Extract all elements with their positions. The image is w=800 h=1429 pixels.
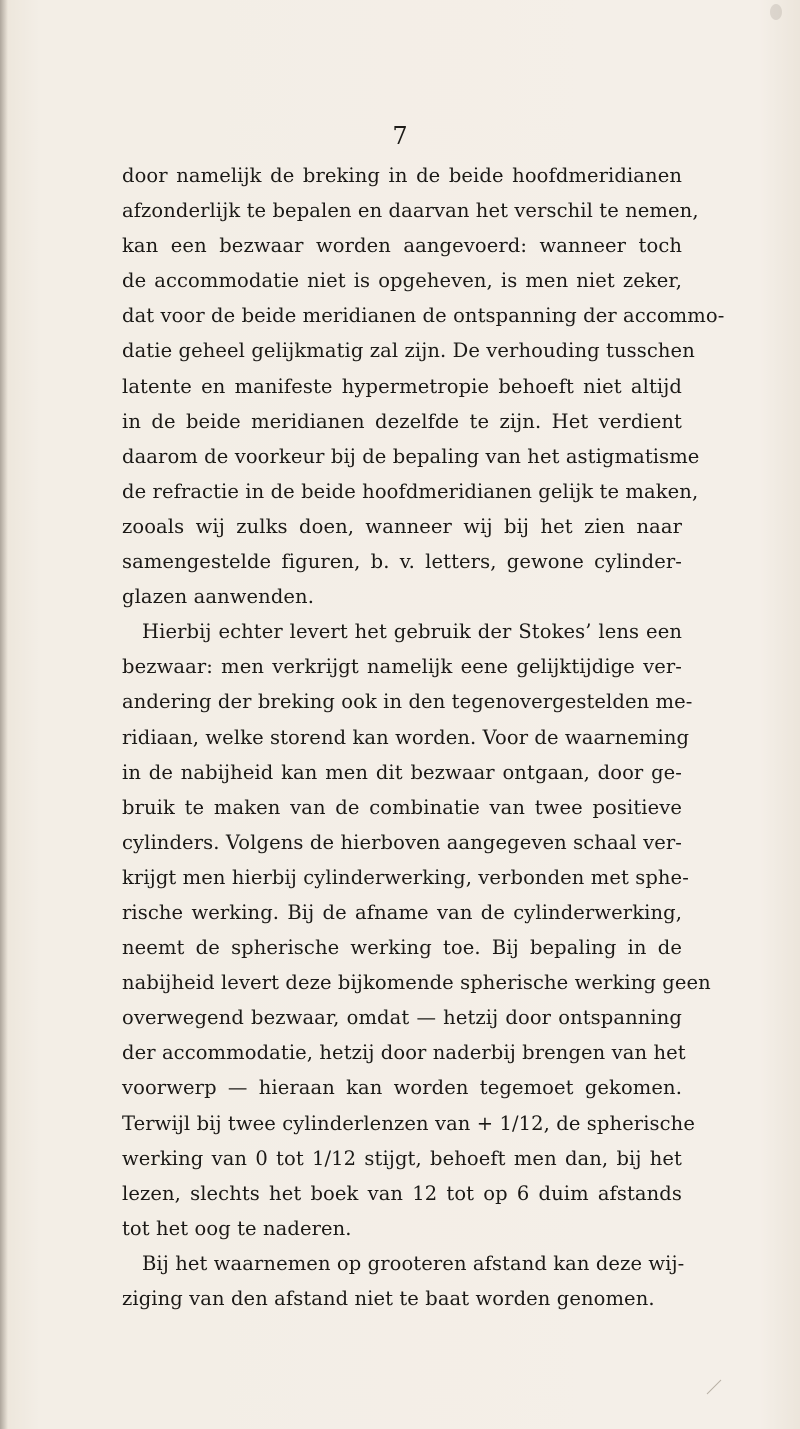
- text-line-1: door namelijk de breking in de beide hoofdmeridianen: [122, 164, 682, 187]
- text-line-7: latente en manifeste hypermetropie behoeft niet altijd: [122, 374, 682, 398]
- text-line-31: tot het oog te naderen.: [122, 1216, 352, 1240]
- text-line-15: bezwaar: men verkrijgt namelijk eene gelijktijdige ver-: [122, 655, 682, 679]
- text-line-28: Terwijl bij twee cylinderlenzen van + 1/12, de spherische: [122, 1111, 695, 1135]
- text-line-8: in de beide meridianen dezelfde te zijn. Het verdient: [122, 409, 682, 433]
- text-line-6: datie geheel gelijkmatig zal zijn. De verhouding tusschen: [122, 339, 695, 363]
- text-line-22: rische werking. Bij de afname van de cylinderwerking,: [122, 900, 682, 924]
- text-line-18: in de nabijheid kan men dit bezwaar ontgaan, door ge-: [122, 760, 682, 784]
- pencil-mark-icon: [705, 1378, 723, 1396]
- text-line-16: andering der breking ook in den tegenovergestelden me-: [122, 690, 693, 714]
- binding-shadow: [0, 0, 8, 1429]
- text-line-9: daarom de voorkeur bij de bepaling van het astigmatisme: [122, 444, 700, 468]
- text-line-23: neemt de spherische werking toe. Bij bepaling in de: [122, 936, 682, 960]
- text-line-21: krijgt men hierbij cylinderwerking, verbonden met sphe-: [122, 865, 689, 889]
- text-line-17: ridiaan, welke storend kan worden. Voor de waarneming: [122, 725, 690, 749]
- text-line-32: Bij het waarnemen op grooteren afstand kan deze wij-: [142, 1251, 685, 1275]
- text-line-24: nabijheid levert deze bijkomende spherische werking geen: [122, 971, 711, 995]
- text-line-20: cylinders. Volgens de hierboven aangegeven schaal ver-: [122, 830, 682, 854]
- body-text: [122, 158, 725, 1316]
- text-line-29: werking van 0 tot 1/12 stijgt, behoeft men dan, bij het: [122, 1146, 682, 1170]
- text-line-25: overwegend bezwaar, omdat — hetzij door ontspanning: [122, 1006, 682, 1030]
- text-line-19: bruik te maken van de combinatie van twee positieve: [122, 795, 682, 819]
- text-line-3: kan een bezwaar worden aangevoerd: wanneer toch: [122, 234, 682, 258]
- paper-smudge: [770, 4, 782, 20]
- text-line-11: zooals wij zulks doen, wanneer wij bij het zien naar: [122, 514, 682, 538]
- text-line-10: de refractie in de beide hoofdmeridianen gelijk te maken,: [122, 479, 699, 503]
- text-line-5: dat voor de beide meridianen de ontspanning der accommo-: [122, 304, 725, 328]
- page-number: 7: [392, 122, 408, 150]
- text-line-12: samengestelde figuren, b. v. letters, gewone cylinder-: [122, 550, 682, 574]
- text-line-33: ziging van den afstand niet te baat worden genomen.: [122, 1287, 655, 1310]
- text-line-2: afzonderlijk te bepalen en daarvan het verschil te nemen,: [122, 199, 699, 223]
- text-line-27: voorwerp — hieraan kan worden tegemoet gekomen.: [122, 1076, 682, 1100]
- text-line-14: Hierbij echter levert het gebruik der Stokes’ lens een: [142, 620, 682, 644]
- text-line-30: lezen, slechts het boek van 12 tot op 6 duim afstands: [122, 1181, 682, 1205]
- text-line-4: de accommodatie niet is opgeheven, is men niet zeker,: [122, 269, 682, 293]
- text-line-13: glazen aanwenden.: [122, 585, 314, 609]
- text-line-26: der accommodatie, hetzij door naderbij brengen van het: [122, 1041, 686, 1065]
